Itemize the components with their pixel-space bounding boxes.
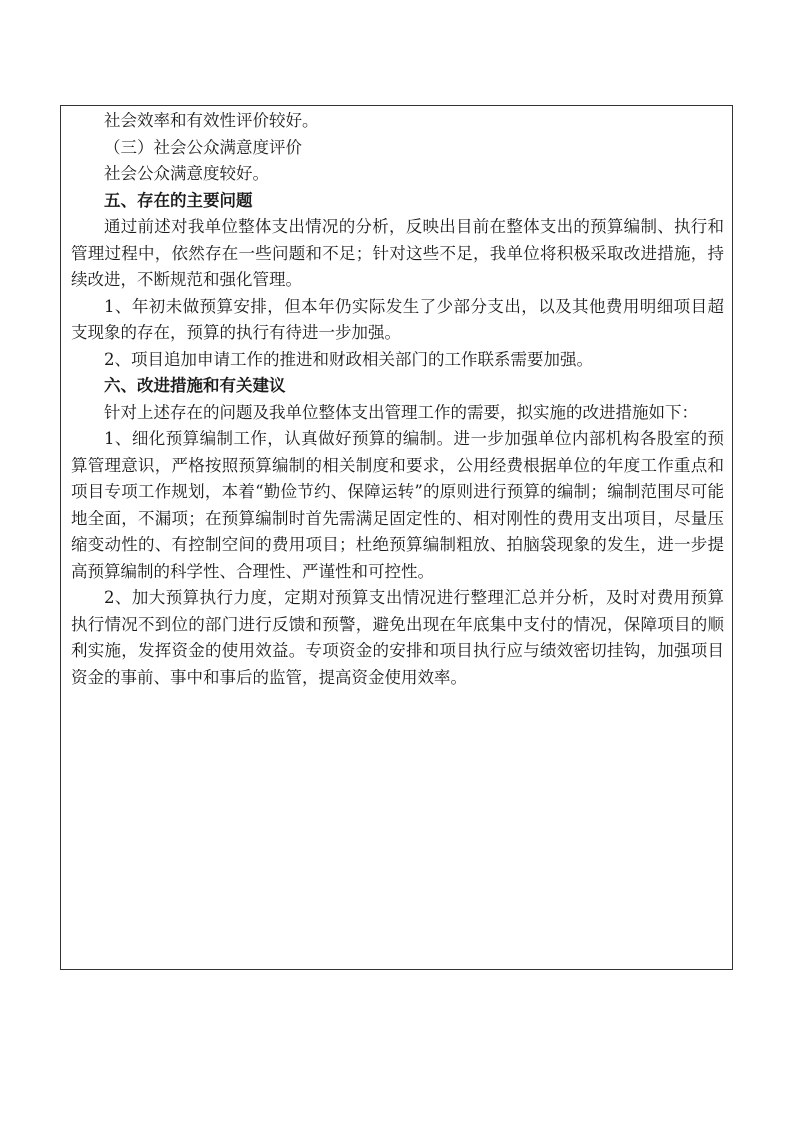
- paragraph-public-satisfaction: 社会公众满意度较好。: [104, 164, 269, 183]
- paragraph-problems-intro: 通过前述对我单位整体支出情况的分析，反映出目前在整体支出的预算编制、执行和管理过程中，依然存在一些问题和不足；针对这些不足，我单位将积极采取改进措施，持续改进，不断规范和强化管理。: [71, 217, 724, 289]
- paragraph-measure-1: 1、细化预算编制工作，认真做好预算的编制。进一步加强单位内部机构各股室的预算管理意识，严格按照预算编制的相关制度和要求，公用经费根据单位的年度工作重点和项目专项工作规划，本着“勤俭节约、保障运转”的原则进行预算的编制；编制范围尽可能地全面，不漏项；在预算编制时首先需满足固定性的、相对刚性的费用支出项目，尽量压缩变动性的、有控制空间的费用项目；杜绝预算编制粗放、拍脑袋现象的发生，进一步提高预算编制的科学性、合理性、严谨性和可控性。: [71, 429, 724, 581]
- heading-improvement-measures: 六、改进措施和有关建议: [104, 376, 286, 395]
- paragraph-measure-2: 2、加大预算执行力度，定期对预算支出情况进行整理汇总并分析，及时对费用预算执行情况不到位的部门进行反馈和预警，避免出现在年底集中支付的情况，保障项目的顺利实施，发挥资金的使用效益。专项资金的安排和项目执行应与绩效密切挂钩，加强项目资金的事前、事中和事后的监管，提高资金使用效率。: [71, 588, 724, 687]
- heading-main-problems: 五、存在的主要问题: [104, 190, 253, 210]
- document-body: [71, 108, 724, 691]
- subheading-public-satisfaction: （三）社会公众满意度评价: [104, 137, 302, 157]
- paragraph-problem-2: 2、项目追加申请工作的推进和财政相关部门的工作联系需要加强。: [104, 349, 593, 369]
- paragraph-social-efficiency: 社会效率和有效性评价较好。: [104, 111, 319, 130]
- paragraph-problem-1: 1、年初未做预算安排，但本年仍实际发生了少部分支出，以及其他费用明细项目超支现象的存在，预算的执行有待进一步加强。: [71, 296, 724, 342]
- paragraph-measures-intro: 针对上述存在的问题及我单位整体支出管理工作的需要，拟实施的改进措施如下：: [104, 402, 698, 422]
